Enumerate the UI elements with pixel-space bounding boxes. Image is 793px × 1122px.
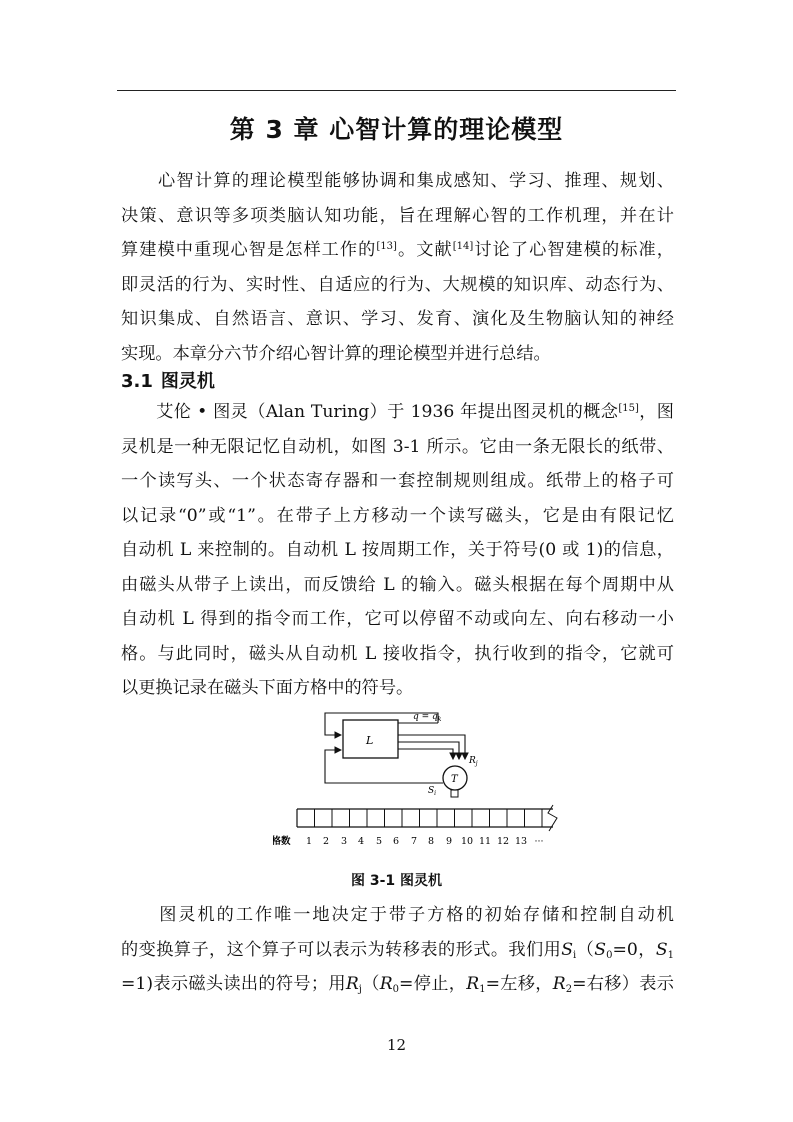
transition-line: =1)表示磁头读出的符号；用$R_j(R_0=$停止，$R_1=$左移，$R_2=$右移）表示 [121,974,674,995]
turing-line: 以记录“0”或“1”。在带子上方移动一个读写磁头，它是由有限记忆 [121,505,674,526]
control-arrow-1 [398,735,465,759]
cell-number: ··· [534,836,544,847]
intro-line: 算建模中重现心智是怎样工作的[13]。文献[14]讨论了心智建模的标准， [121,240,674,260]
intro-line: 知识集成、自然语言、意识、学习、发育、演化及生物脑认知的神经 [121,309,674,329]
head-label: T [451,774,458,785]
cell-number: 3 [340,836,348,847]
section-title: 图灵机 [160,371,215,392]
intro-line: 即灵活的行为、实时性、自适应的行为、大规模的知识库、动态行为、 [121,274,674,295]
cell-numbers [273,835,544,847]
state-label: $q = q_k$ [413,712,442,723]
turing-line: 一个读写头、一个状态寄存器和一套控制规则组成。纸带上的格子可 [121,471,674,491]
turing-line: 艾伦 • 图灵（Alan Turing）于 1936 年提出图灵机的概念[15]，图 [121,402,674,422]
cell-number: 11 [478,836,492,847]
head-tip [451,790,458,797]
intro-paragraph [121,164,674,371]
s-label: $S_i$ [428,786,437,797]
figure-caption: 图 3-1 图灵机 [350,873,443,889]
header-rule [117,90,676,91]
cells-label: 格数 [273,836,291,847]
section-number: 3.1 [121,371,153,392]
turing-line: 自动机 L 来控制的。自动机 L 按周期工作，关于符号(0 或 1)的信息， [121,540,674,560]
turing-line: 以更换记录在磁头下面方格中的符号。 [121,678,414,698]
citation-14: [14] [452,241,474,252]
r-label: $R_j$ [469,756,478,767]
intro-line: 决策、意识等多项类脑认知功能，旨在理解心智的工作机理，并在计 [121,205,674,226]
cell-number: 12 [496,836,510,847]
intro-line: 心智计算的理论模型能够协调和集成感知、学习、推理、规划、 [121,171,674,191]
citation-15: [15] [618,403,639,414]
section-heading [121,367,215,393]
control-arrow-3 [398,749,453,759]
cell-number: 9 [445,836,453,847]
turing-line: 自动机 L 得到的指令而工作，它可以停留不动或向左、向右移动一小 [121,609,674,629]
automaton-label: L [366,734,374,747]
turing-machine-figure [273,705,573,854]
chapter-title: 第 3 章 心智计算的理论模型 [229,115,564,144]
turing-machine-diagram [273,705,573,850]
transition-line: 的变换算子，这个算子可以表示为转移表的形式。我们用$S_i(S_0=0$，$S_1$ [121,939,674,961]
cell-number: 13 [514,836,528,847]
cell-number: 10 [460,836,474,847]
turing-line: 由磁头从带子上读出，而反馈给 L 的输入。磁头根据在每个周期中从 [121,574,674,595]
cell-number: 5 [375,836,383,847]
transition-line: 图灵机的工作唯一地决定于带子方格的初始存储和控制自动机 [121,905,674,925]
transition-paragraph [121,898,674,1002]
turing-line: 格。与此同时，磁头从自动机 L 接收指令，执行收到的指令，它就可 [121,643,674,664]
cell-number: 2 [322,836,330,847]
cell-number: 7 [410,836,418,847]
intro-line: 实现。本章分六节介绍心智计算的理论模型并进行总结。 [121,343,551,364]
page-number: 12 [386,1036,407,1054]
cell-number: 4 [357,836,365,847]
cell-number: 1 [305,836,313,847]
tape [297,805,557,831]
turing-line: 灵机是一种无限记忆自动机，如图 3-1 所示。它由一条无限长的纸带、 [121,436,674,457]
cell-number: 6 [392,836,400,847]
control-arrow-2 [398,742,459,759]
turing-paragraph [121,395,674,706]
cell-number: 8 [427,836,435,847]
citation-13: [13] [376,241,397,252]
